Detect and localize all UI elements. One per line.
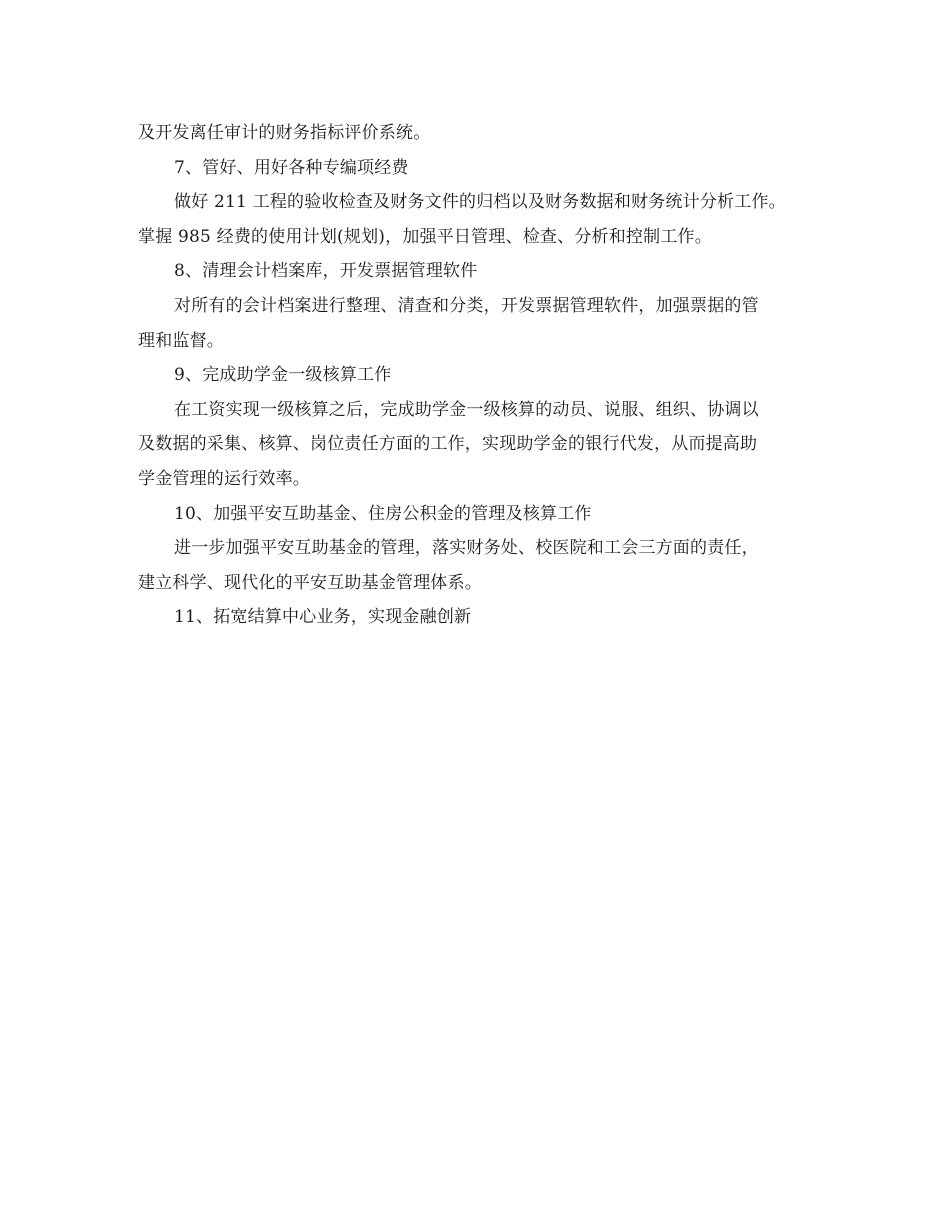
paragraph-line: 在工资实现一级核算之后，完成助学金一级核算的动员、说服、组织、协调以: [174, 399, 759, 420]
paragraph-line: 建立科学、现代化的平安互助基金管理体系。: [138, 572, 482, 593]
paragraph-line: 理和监督。: [138, 330, 224, 351]
paragraph-line: 及数据的采集、核算、岗位责任方面的工作，实现助学金的银行代发，从而提高助: [138, 434, 758, 455]
paragraph-line: 对所有的会计档案进行整理、清查和分类，开发票据管理软件，加强票据的管: [174, 295, 759, 316]
paragraph-line: 进一步加强平安互助基金的管理，落实财务处、校医院和工会三方面的责任，: [174, 538, 759, 559]
section-heading: 10、加强平安互助基金、住房公积金的管理及核算工作: [174, 503, 592, 524]
paragraph-line: 学金管理的运行效率。: [138, 468, 310, 489]
section-heading: 9、完成助学金一级核算工作: [174, 365, 392, 386]
document-body: [138, 116, 818, 635]
section-heading: 7、管好、用好各种专编项经费: [174, 157, 409, 178]
paragraph-line: 及开发离任审计的财务指标评价系统。: [138, 123, 431, 143]
section-heading: 8、清理会计档案库，开发票据管理软件: [174, 261, 478, 282]
paragraph-line: 做好 211 工程的验收检查及财务文件的归档以及财务数据和财务统计分析工作。: [174, 192, 786, 213]
section-heading: 11、拓宽结算中心业务，实现金融创新: [174, 607, 472, 628]
paragraph-line: 掌握 985 经费的使用计划(规划)，加强平日管理、检查、分析和控制工作。: [138, 226, 712, 247]
